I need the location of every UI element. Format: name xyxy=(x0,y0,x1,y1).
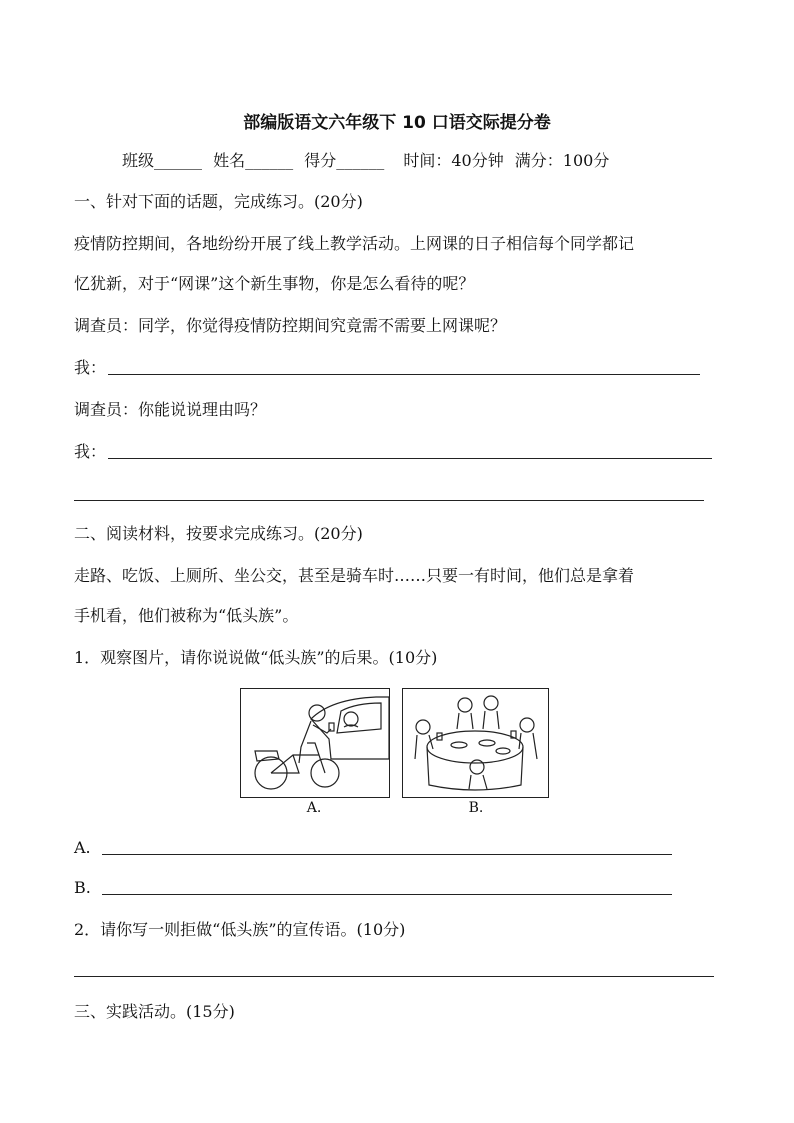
page-title: 部编版语文六年级下 10 口语交际提分卷 xyxy=(243,113,551,133)
section2-item1: 1．观察图片，请你说说做“低头族”的后果。(10分) xyxy=(74,648,438,667)
answer1-blank[interactable] xyxy=(108,374,700,375)
answer1-label: 我： xyxy=(74,358,107,377)
section2-item2: 2．请你写一则拒做“低头族”的宣传语。(10分) xyxy=(74,920,406,939)
student-info-row xyxy=(122,148,615,171)
section2-paragraph-line2: 手机看，他们被称为“低头族”。 xyxy=(74,606,299,625)
figure-a-cyclist xyxy=(240,688,390,798)
slogan-blank[interactable] xyxy=(74,976,714,977)
figure-b-dinner-table xyxy=(402,688,549,798)
time-info: 时间：40分钟 xyxy=(403,151,504,170)
caption-a: A. xyxy=(306,800,322,816)
answer-b-blank[interactable] xyxy=(102,894,672,895)
section1-question1: 调查员：同学，你觉得疫情防控期间究竟需不需要上网课呢？ xyxy=(74,316,507,335)
answer-a-blank[interactable] xyxy=(102,854,672,855)
section1-question2: 调查员：你能说说理由吗？ xyxy=(74,400,267,419)
answer2-blank-line2[interactable] xyxy=(74,500,704,501)
answer2-blank-line1[interactable] xyxy=(108,458,712,459)
answer2-label: 我： xyxy=(74,442,107,461)
score-field[interactable]: 得分______ xyxy=(304,151,385,170)
class-field[interactable]: 班级______ xyxy=(122,151,203,170)
dinner-illustration xyxy=(403,689,548,797)
section1-paragraph-line1: 疫情防控期间，各地纷纷开展了线上教学活动。上网课的日子相信每个同学都记 xyxy=(74,234,635,253)
cyclist-illustration xyxy=(241,689,389,797)
name-field[interactable]: 姓名______ xyxy=(213,151,294,170)
section2-heading: 二、阅读材料，按要求完成练习。(20分) xyxy=(74,524,363,543)
caption-b: B. xyxy=(468,800,484,816)
answer-a-label: A. xyxy=(74,838,91,857)
section3-heading: 三、实践活动。(15分) xyxy=(74,1002,235,1021)
section2-paragraph-line1: 走路、吃饭、上厕所、坐公交，甚至是骑车时……只要一有时间，他们总是拿着 xyxy=(74,566,635,585)
full-score-info: 满分：100分 xyxy=(514,151,610,170)
answer-b-label: B. xyxy=(74,878,91,897)
section1-paragraph-line2: 忆犹新，对于“网课”这个新生事物，你是怎么看待的呢？ xyxy=(74,274,475,293)
section1-heading: 一、针对下面的话题，完成练习。(20分) xyxy=(74,192,363,211)
